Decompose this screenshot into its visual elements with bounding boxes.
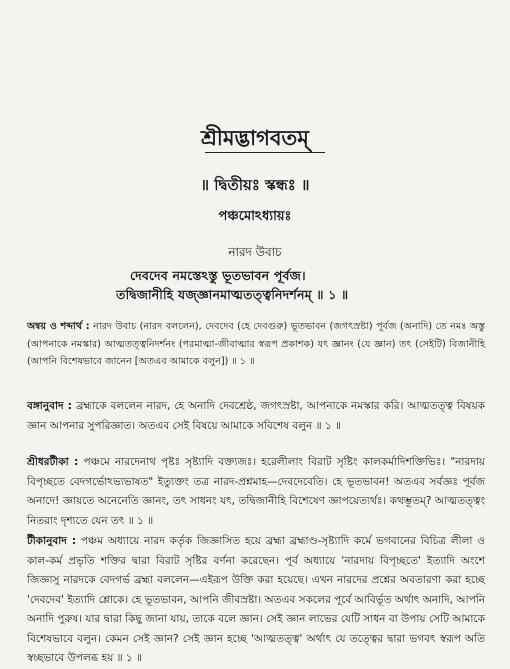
verse-line-2: তদ্বিজানীহি যজ্জ্ঞানমাত্মতত্ত্বনিদর্শনম্ ॥ ১ ॥ xyxy=(116,287,349,302)
canto-heading: ॥ দ্বিতীয়ঃ স্কন্ধঃ ॥ xyxy=(200,176,310,194)
translation-paragraph xyxy=(27,397,485,436)
title-underline xyxy=(205,152,325,153)
chapter-heading: পঞ্চমোঽধ্যায়ঃ xyxy=(218,209,292,224)
verse-line-1: দেবদেব নমস্তেঽস্তু ভূতভাবন পূর্বজ। xyxy=(130,268,306,283)
commentary-translation-text: পঞ্চম অধ্যায়ে নারদ কর্তৃক জিজ্ঞাসিত হয়ে ব্রহ্মা ব্রহ্মাণ্ড-সৃষ্ট্যাদি কর্মে ভগবানের বিচিত্র লীলা ও কাল-কর্ম প্রভৃতি শক্তির দ্বারা বিরাট সৃষ্টির বর্ণনা করেছেন। পূর্ব অধ্যায়ে 'নারদায় বিপৃচ্ছতে' ইত্যাদি অংশে জিজ্ঞাসু নারদকে বেদগর্ভ ব্রহ্মা বললেন—এইরূপ উক্তি করা হয়েছে। এখন নারদের প্রশ্নের অবতারণা করা হচ্ছে 'দেবদেব' ইত্যাদি শ্লোকে। হে ভূতভাবন, আপনি জীবস্রষ্টা। অতএব সকলের পূর্বে আবির্ভূত অর্থাৎ অনাদি, আপনি অনাদি পুরুষ। যার দ্বারা কিছু জানা যায়, তাকে বলে জ্ঞান। সেই জ্ঞান লাভের যেটি সাধন বা উপায় সেটি আমাকে বিশেষভাবে বলুন। কেমন সেই জ্ঞান? সেই জ্ঞান হচ্ছে 'আত্মতত্ত্ব' অর্থাৎ যে তত্ত্বের দ্বারা ভগবৎ স্বরূপ অতি স্বচ্ছভাবে উপলব্ধ হয় ॥ ১ ॥ xyxy=(27,535,485,664)
shridhara-label: শ্রীধরটীকা : xyxy=(27,456,79,468)
commentary-translation-paragraph xyxy=(27,532,485,669)
book-title: শ্রীমদ্ভাগবতম্ xyxy=(201,126,309,150)
speaker-line: নারদ উবাচ xyxy=(228,245,282,259)
shridhara-text: পঞ্চমে নারদেনাথ পৃষ্টঃ সৃষ্ট্যাদি বক্ত্যজঃ। হরেলীলাং বিরাট সৃষ্টিং কালকর্মাদিশক্তিভিঃ। "নারদায় বিপৃচ্ছতে বেদগর্ভোঽভ্যভাষত" ইত্যুক্তং তত্র নারদ-প্রশ্নমাহ—দেবদেবেতি। হে ভূতভাবন! অতএব সর্বজ্ঞঃ পূর্বজ অনাদে! জ্ঞায়তে অনেনেতি জ্ঞানং, তৎ সাধনং যৎ, তদ্বিজানীহি বিশেষেণ জ্ঞাপয়েত্যর্থঃ। কথম্ভূতম্? আত্মতত্ত্বং নিতরাং দৃশ্যতে যেন তৎ ॥ ১ ॥ xyxy=(27,456,485,527)
commentary-translation-label: টীকানুবাদ : xyxy=(27,535,77,547)
shridhara-commentary-paragraph xyxy=(27,453,485,531)
word-meaning-text: নারদ উবাচ (নারদ বললেন), দেবদেব (হে দেবগুরু) ভূতভাবন (জগৎস্রষ্টা) পূর্বজ (অনাদি) তে নমঃ অস্তু (আপনাকে নমস্কার) আত্মতত্ত্বনিদর্শনং (পরমাত্মা-জীবাত্মার স্বরূপ প্রকাশক) যৎ জ্ঞানং (যে জ্ঞান) তৎ (সেইটি) বিজানীহি (আপনি বিশেষভাবে জানেন [অতএব আমাকে বলুন]) ॥ ১ ॥ xyxy=(27,321,485,367)
word-meaning-paragraph xyxy=(27,318,485,371)
translation-text: ব্রহ্মাকে বললেন নারদ, হে অনাদি দেবশ্রেষ্ঠ, জগৎস্রষ্টা, আপনাকে নমস্কার করি। আত্মতত্ত্ব বিষয়ক জ্ঞান আপনার সুপরিজ্ঞাত। অতএব সেই বিষয়ে আমাকে সবিশেষ বলুন ॥ ১ ॥ xyxy=(27,400,485,432)
translation-label: বঙ্গানুবাদ : xyxy=(27,400,72,412)
word-meaning-label: অন্বয় ও শব্দার্থ : xyxy=(27,321,90,332)
